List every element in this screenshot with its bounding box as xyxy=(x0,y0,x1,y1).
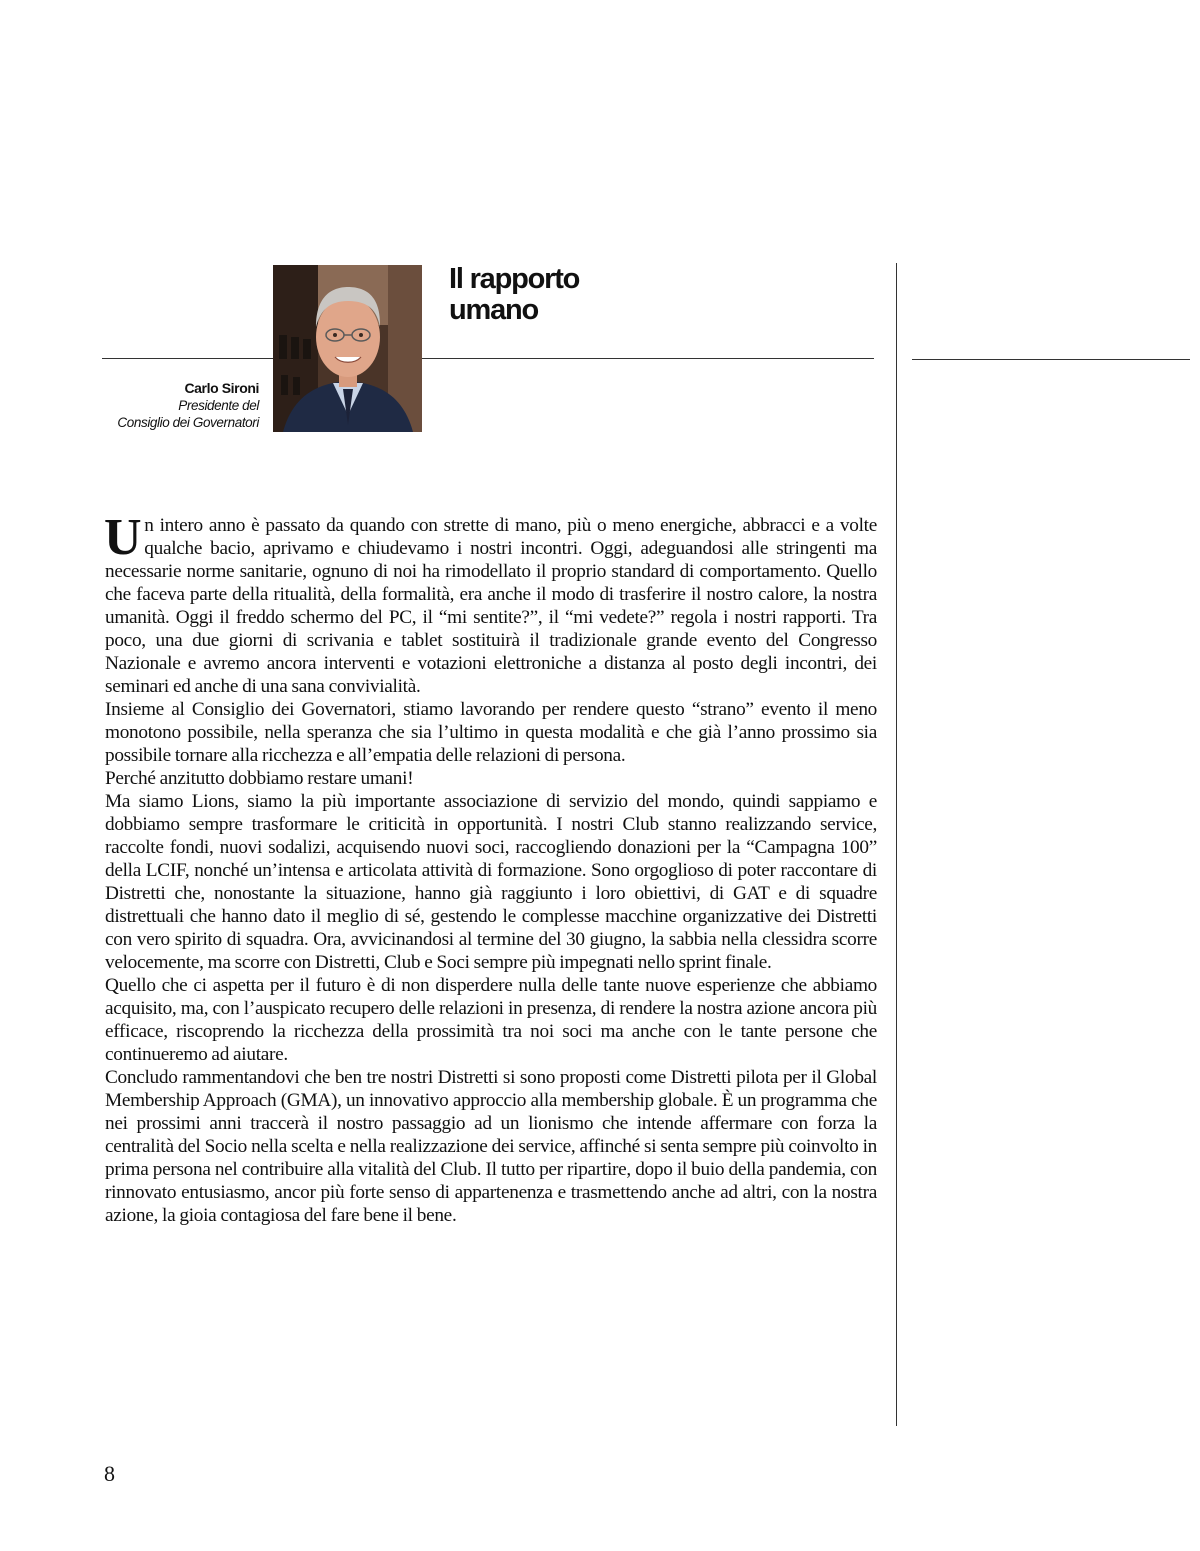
paragraph-2: Insieme al Consiglio dei Governatori, stiamo lavorando per rendere questo “strano” evento il meno monotono possibile, nella speranza che sia l’ultimo in questa modalità e che già l’anno prossimo sia possibile tornare alla ricchezza e all’empatia delle relazioni di persona. xyxy=(105,699,877,766)
page-number: 8 xyxy=(104,1461,115,1486)
author-photo xyxy=(273,265,422,432)
paragraph-6: Concludo rammentandovi che ben tre nostri Distretti si sono proposti come Distretti pilota per il Global Membership Approach (GMA), un innovativo approccio alla membership globale. È un programma che nei prossimi anni traccerà il nostro passaggio ad un lionismo che intende affermare con forza la centralità del Socio nella scelta e nella realizzazione dei service, affinché si senta sempre più coinvolto in prima persona nel contribuire alla vitalità del Club. Il tutto per ripartire, dopo il buio della pandemia, con rinnovato entusiasmo, ancor più forte senso di appartenenza e trasmettendo anche ad altri, con la nostra azione, la gioia contagiosa del fare bene il bene. xyxy=(105,1067,877,1226)
title-line-2: umano xyxy=(449,294,539,326)
author-byline xyxy=(60,380,259,431)
paragraph-1-text: n intero anno è passato da quando con strette di mano, più o meno energiche, abbracci e a volte qualche bacio, aprivamo e chiudevamo i nostri incontri. Oggi, adeguandosi alle stringenti ma necessarie norme sanitarie, ognuno di noi ha rimodellato il proprio standard di comportamento. Quello che faceva parte della ritualità, della formalità, era anche il modo di trasferire il nostro calore, la nostra umanità. Oggi il freddo schermo del PC, il “mi sentite?”, il “mi vedete?” regola i nostri rapporti. Tra poco, una due giorni di scrivania e tablet sostituirà il tradizionale grande evento del Congresso Nazionale e avremo ancora interventi e votazioni elettroniche a distanza al posto degli incontri, dei seminari ed anche di una sana convivialità. xyxy=(105,515,877,697)
header-rule-left xyxy=(102,358,273,359)
sidebar-rule xyxy=(912,359,1190,360)
article-body xyxy=(104,509,877,1227)
drop-cap: U xyxy=(104,509,142,566)
title-line-1: Il rapporto xyxy=(449,263,580,295)
author-role-line-2: Consiglio dei Governatori xyxy=(117,415,259,430)
header-rule-right xyxy=(422,358,874,359)
article-title xyxy=(449,264,579,326)
paragraph-3: Perché anzitutto dobbiamo restare umani! xyxy=(105,768,414,789)
paragraph-1 xyxy=(104,509,877,698)
paragraph-4: Ma siamo Lions, siamo la più importante associazione di servizio del mondo, quindi sappiamo e dobbiamo sempre trasformare le criticità in opportunità. I nostri Club stanno realizzando service, raccolte fondi, nuovi sodalizi, acquisendo nuovi soci, raccogliendo donazioni per la “Campagna 100” della LCIF, nonché un’intensa e articolata attività di formazione. Sono orgoglioso di poter raccontare di Distretti che, nonostante la situazione, hanno già raggiunto i loro obiettivi, di GAT e di squadre distrettuali che hanno dato il meglio di sé, gestendo le complesse macchine organizzative dei Distretti con vero spirito di squadra. Ora, avvicinandosi al termine del 30 giugno, la sabbia nella clessidra scorre velocemente, ma scorre con Distretti, Club e Soci sempre più impegnati nello sprint finale. xyxy=(105,791,877,973)
paragraph-5: Quello che ci aspetta per il futuro è di non disperdere nulla delle tante nuove esperienze che abbiamo acquisito, ma, con l’auspicato recupero delle relazioni in presenza, di rendere la nostra azione ancora più efficace, riscoprendo la ricchezza della prossimità tra noi soci ma anche con le tante persone che continueremo ad aiutare. xyxy=(105,975,877,1065)
author-role-line-1: Presidente del xyxy=(178,398,259,413)
author-name: Carlo Sironi xyxy=(184,380,259,396)
column-divider xyxy=(896,263,897,1426)
